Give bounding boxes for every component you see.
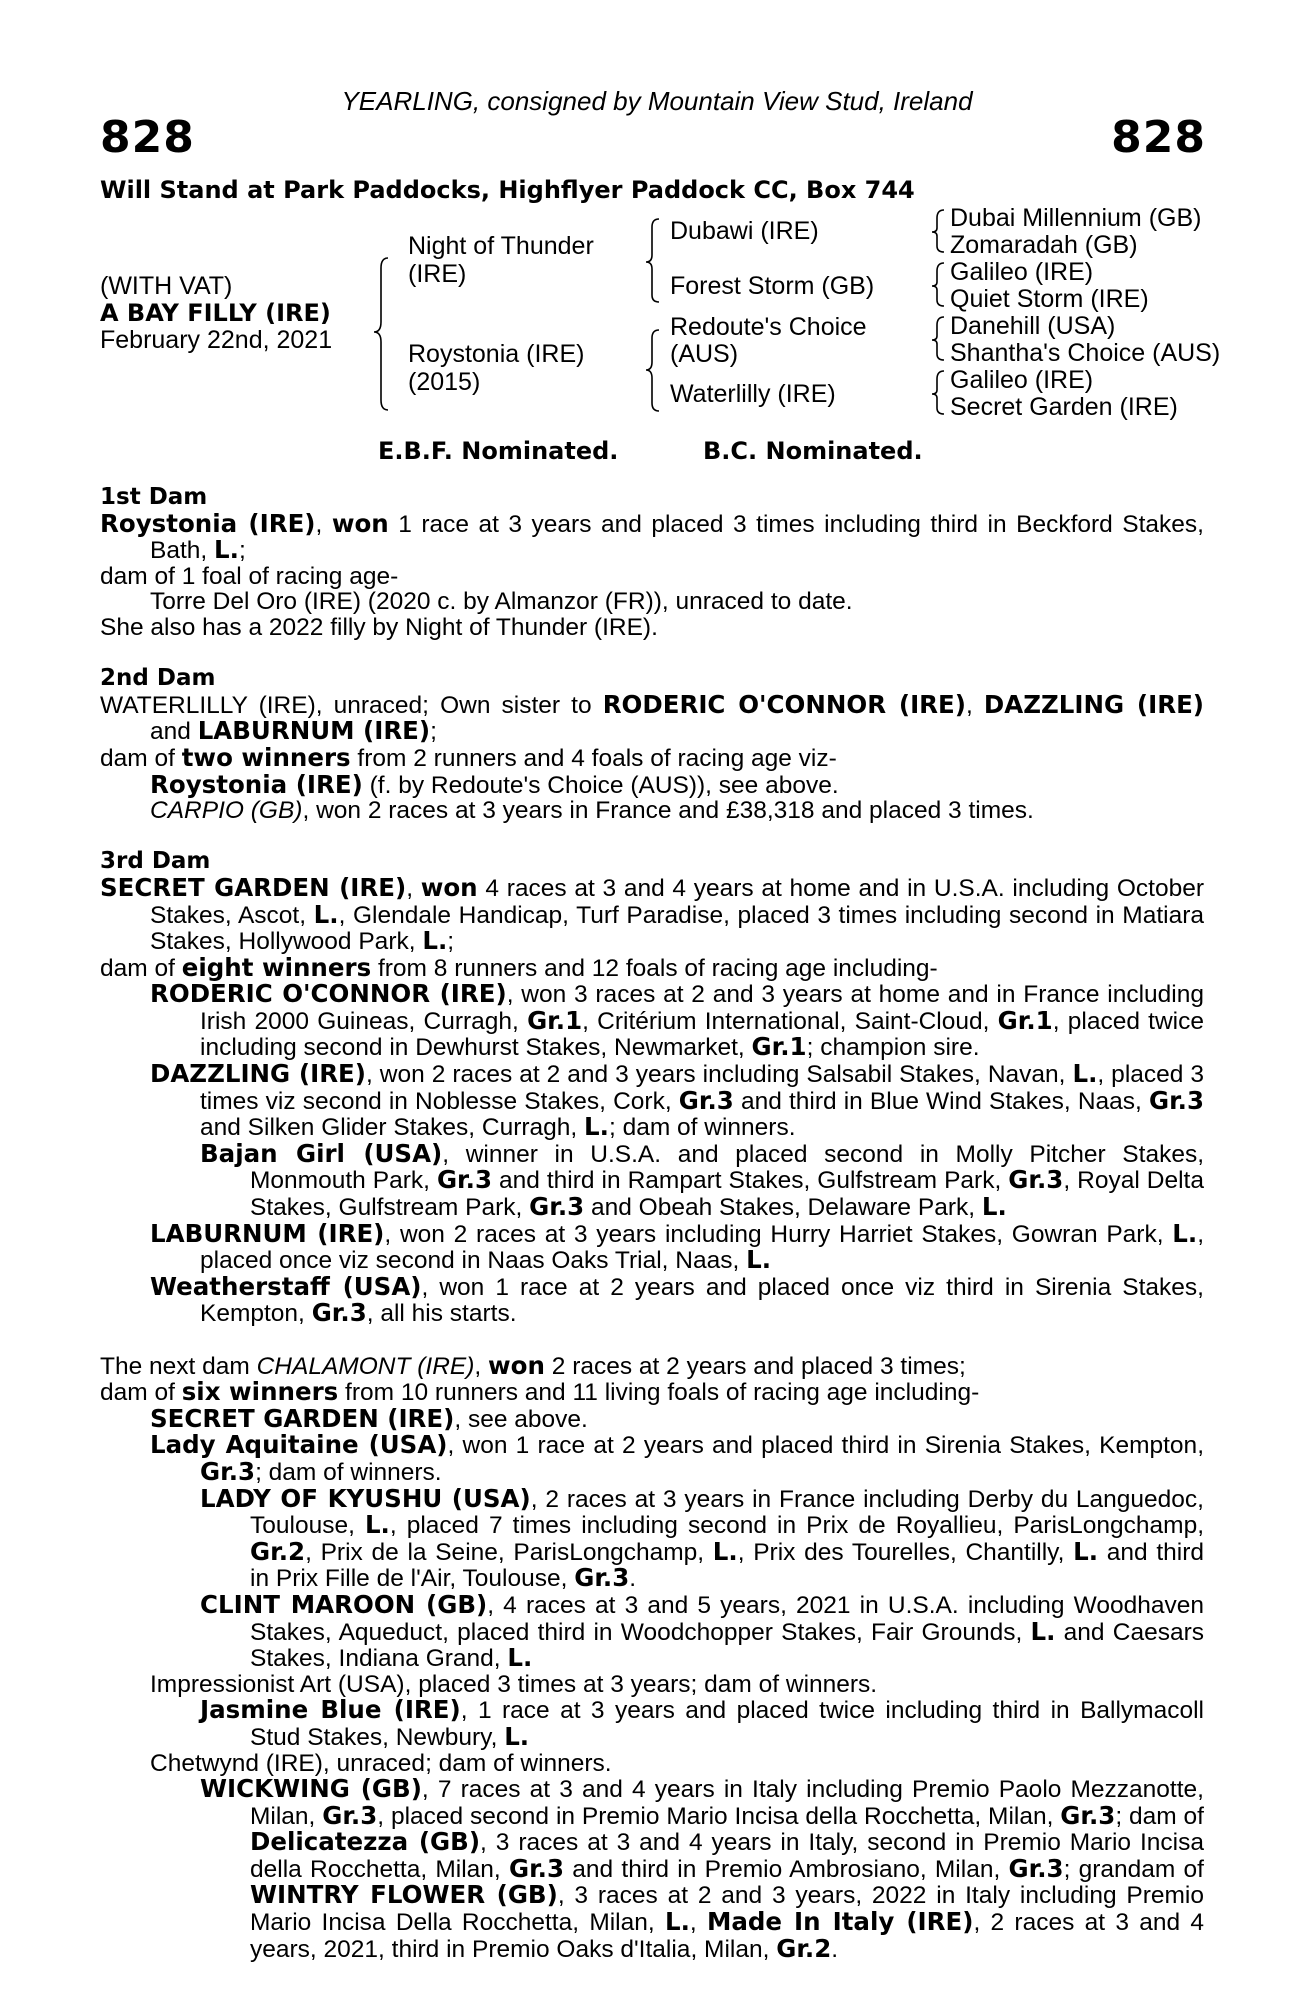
second-dam-heading: 2nd Dam — [100, 665, 216, 692]
first-dam-also: She also has a 2022 filly by Night of Thunder (IRE). — [100, 613, 658, 641]
second-dam-winners-line: dam of two winners from 2 runners and 4 foals of racing age viz- — [100, 742, 837, 772]
gg-4: Quiet Storm (IRE) — [950, 285, 1149, 313]
foal-clint-maroon: CLINT MAROON (GB), 4 races at 3 and 5 years, 2021 in U.S.A. including Woodhaven Stakes, Aqueduct, placed third in Woodchopper Stakes, Fair Grounds, L. and Caesars Stakes, Indiana Grand, L. — [200, 1589, 1204, 1673]
gg-3: Galileo (IRE) — [950, 258, 1094, 286]
dam-sire-name: Redoute's Choice — [670, 313, 867, 341]
gg-6: Shantha's Choice (AUS) — [950, 339, 1221, 367]
dam-dam: Waterlilly (IRE) — [670, 380, 836, 408]
horse-name: Roystonia (IRE) — [100, 508, 316, 538]
catalogue-body — [100, 485, 1204, 1962]
foal-secret-garden: SECRET GARDEN (IRE), see above. — [150, 1403, 588, 1433]
consignment-line: YEARLING, consigned by Mountain View Stud, Ireland — [341, 86, 973, 116]
gg-7: Galileo (IRE) — [950, 366, 1094, 394]
first-dam-heading: 1st Dam — [100, 484, 208, 510]
foal-wickwing: WICKWING (GB), 7 races at 3 and 4 years in Italy including Premio Paolo Mezzanotte, Milan, Gr.3, placed second in Premio Mario Incisa della Rocchetta, Milan, Gr.3; dam of Delicatezza (GB), 3 races at 3 and 4 years in Italy, second in Premio Mario Incisa della Rocchetta, Milan, Gr.3 and third in Premio Ambrosiano, Milan, Gr.3; grandam of WINTRY FLOWER (GB), 3 races at 2 and 3 years, 2022 in Italy including Premio Mario Incisa Della Rocchetta, Milan, L., Made In Italy (IRE), 2 races at 3 and 4 years, 2021, third in Premio Oaks d'Italia, Milan, Gr.2. — [200, 1774, 1204, 1963]
gg-2: Zomaradah (GB) — [950, 231, 1138, 259]
gg-5: Danehill (USA) — [950, 312, 1116, 340]
foal-impressionist-art: Impressionist Art (USA), placed 3 times at 3 years; dam of winners. — [150, 1670, 878, 1698]
stand-location: Will Stand at Park Paddocks, Highflyer Paddock CC, Box 744 — [100, 176, 915, 204]
third-dam-entry: SECRET GARDEN (IRE), won 4 races at 3 and 4 years at home and in U.S.A. including October Stakes, Ascot, L., Glendale Handicap, Turf Paradise, placed 3 times including second in Matiara Stakes, Hollywood Park, L.; — [100, 872, 1204, 956]
foal-laburnum: LABURNUM (IRE), won 2 races at 3 years including Hurry Harriet Stakes, Gowran Park, L., placed once viz second in Naas Oaks Trial, Naas, L. — [150, 1218, 1204, 1275]
next-dam-entry: The next dam CHALAMONT (IRE), won 2 races at 2 years and placed 3 times; — [100, 1350, 966, 1380]
sire-sire: Dubawi (IRE) — [670, 217, 819, 245]
sire-country: (IRE) — [408, 260, 467, 288]
foaling-date: February 22nd, 2021 — [100, 326, 333, 354]
ebf-nomination: E.B.F. Nominated. — [378, 437, 619, 465]
foal-chetwynd: Chetwynd (IRE), unraced; dam of winners. — [150, 1749, 612, 1777]
third-dam-heading: 3rd Dam — [100, 848, 211, 875]
gg-1: Dubai Millennium (GB) — [950, 204, 1202, 232]
first-dam-foals-line: dam of 1 foal of racing age- — [100, 562, 399, 590]
dam-sire-country: (AUS) — [670, 340, 739, 368]
foal-bajan-girl: Bajan Girl (USA), winner in U.S.A. and placed second in Molly Pitcher Stakes, Monmouth Park, Gr.3 and third in Rampart Stakes, Gulfstream Park, Gr.3, Royal Delta Stakes, Gulfstream Park, Gr.3 and Obeah Stakes, Delaware Park, L. — [200, 1138, 1205, 1222]
foal-weatherstaff: Weatherstaff (USA), won 1 race at 2 years and placed once viz third in Sirenia Stakes, Kempton, Gr.3, all his starts. — [150, 1271, 1204, 1328]
first-dam-foal: Torre Del Oro (IRE) (2020 c. by Almanzor (FR)), unraced to date. — [150, 588, 853, 616]
foal-lady-aquitaine: Lady Aquitaine (USA), won 1 race at 2 years and placed third in Sirenia Stakes, Kempton, Gr.3; dam of winners. — [150, 1430, 1204, 1486]
first-dam-entry: Roystonia (IRE), won 1 race at 3 years and placed 3 times including third in Beckford Stakes, Bath, L.; — [100, 508, 1204, 565]
lot-number-left: 828 — [100, 112, 195, 163]
foal-dazzling: DAZZLING (IRE), won 2 races at 2 and 3 years including Salsabil Stakes, Navan, L., placed 3 times viz second in Noblesse Stakes, Cork, Gr.3 and third in Blue Wind Stakes, Naas, Gr.3 and Silken Glider Stakes, Curragh, L.; dam of winners. — [150, 1059, 1205, 1142]
sire-name: Night of Thunder — [408, 232, 594, 260]
lot-subject-name: A BAY FILLY (IRE) — [100, 299, 331, 327]
next-dam-winners-line: dam of six winners from 10 runners and 11 living foals of racing age including- — [100, 1377, 980, 1407]
dam-year: (2015) — [408, 368, 481, 396]
sire-dam: Forest Storm (GB) — [670, 272, 875, 300]
bc-nomination: B.C. Nominated. — [703, 437, 923, 465]
lot-number-right: 828 — [1111, 112, 1206, 163]
dam-name: Roystonia (IRE) — [408, 340, 585, 368]
foal-lady-of-kyushu: LADY OF KYUSHU (USA), 2 races at 3 years in France including Derby du Languedoc, Toulouse, L., placed 7 times including second in Prix de Royallieu, ParisLongchamp, Gr.2, Prix de la Seine, ParisLongchamp, L., Prix des Tourelles, Chantilly, L. and third in Prix Fille de l'Air, Toulouse, Gr.3. — [200, 1483, 1205, 1593]
second-dam-foal-carpio: CARPIO (GB), won 2 races at 3 years in France and £38,318 and placed 3 times. — [150, 797, 1034, 825]
second-dam-entry: WATERLILLY (IRE), unraced; Own sister to RODERIC O'CONNOR (IRE), DAZZLING (IRE) and LABURNUM (IRE); — [100, 689, 1204, 746]
third-dam-winners-line: dam of eight winners from 8 runners and 12 foals of racing age including- — [100, 952, 938, 982]
foal-jasmine-blue: Jasmine Blue (IRE), 1 race at 3 years and placed twice including third in Ballymacoll Stud Stakes, Newbury, L. — [200, 1695, 1204, 1751]
second-dam-foal-roystonia: Roystonia (IRE) (f. by Redoute's Choice (AUS)), see above. — [150, 769, 839, 799]
vat-note: (WITH VAT) — [100, 272, 233, 300]
gg-8: Secret Garden (IRE) — [950, 393, 1178, 421]
foal-roderic: RODERIC O'CONNOR (IRE), won 3 races at 2 and 3 years at home and in France including Irish 2000 Guineas, Curragh, Gr.1, Critérium International, Saint-Cloud, Gr.1, placed twice including second in Dewhurst Stakes, Newmarket, Gr.1; champion sire. — [150, 979, 1205, 1062]
